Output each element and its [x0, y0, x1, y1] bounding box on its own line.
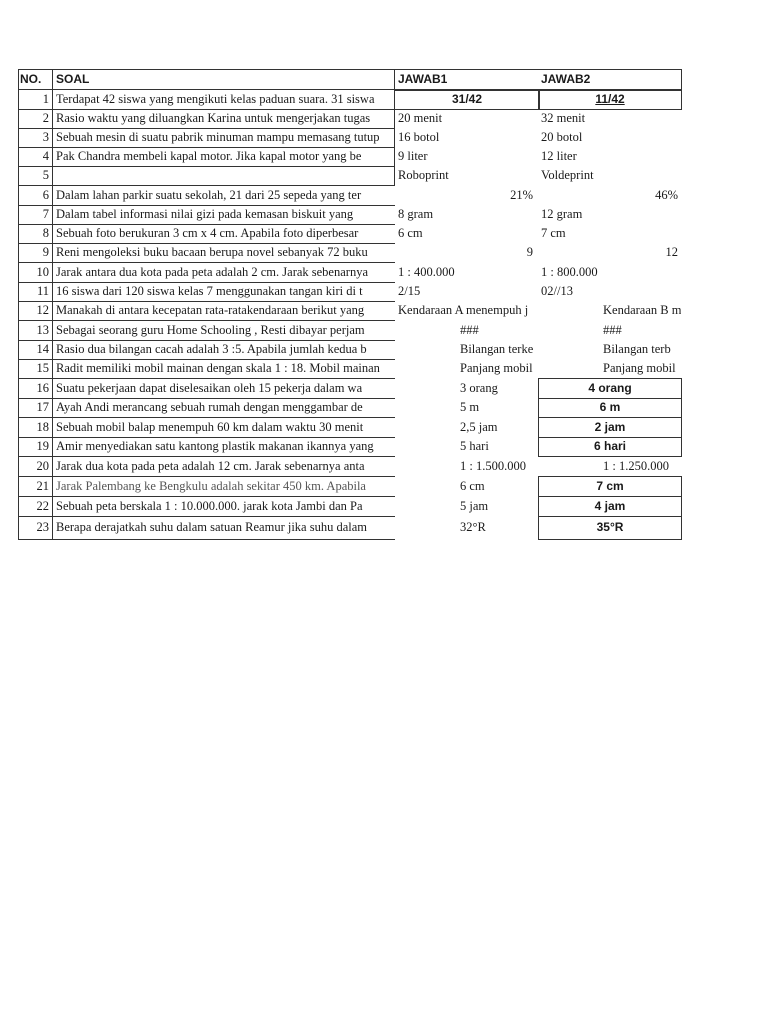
row-number: 8: [42, 226, 49, 240]
question-text: 16 siswa dari 120 siswa kelas 7 menggunakan tangan kiri di t: [56, 284, 363, 298]
answer-2: 1 : 800.000: [541, 265, 598, 279]
row-separator: [18, 496, 395, 497]
row-separator: [18, 398, 395, 399]
question-text: Dalam lahan parkir suatu sekolah, 21 dari 25 sepeda yang ter: [56, 188, 362, 202]
row-number: 20: [36, 459, 49, 473]
row-separator: [18, 301, 395, 302]
answer-1: 1 : 1.500.000: [460, 459, 526, 473]
row-separator: [18, 516, 395, 517]
header-no: NO.: [20, 72, 42, 86]
row-number: 2: [42, 111, 49, 125]
answer-2: Kendaraan B m: [603, 303, 681, 317]
answer-2: 7 cm: [596, 479, 624, 493]
row-number: 6: [42, 188, 49, 202]
answer-2: 12 liter: [541, 149, 577, 163]
answer-1: Kendaraan A menempuh j: [398, 303, 529, 317]
grid-line-top: [18, 69, 682, 70]
answer-1: 5 jam: [460, 499, 489, 513]
row-separator: [18, 128, 395, 129]
question-text: Amir menyediakan satu kantong plastik makanan ikannya yang: [56, 439, 374, 453]
row-separator: [18, 262, 395, 263]
answer-2-box: [538, 437, 682, 457]
row-number: 12: [36, 303, 49, 317]
answer-1: 16 botol: [398, 130, 440, 144]
answer-2: 4 jam: [594, 499, 626, 513]
question-text: Dalam tabel informasi nilai gizi pada kemasan biskuit yang: [56, 207, 354, 221]
question-text: Rasio dua bilangan cacah adalah 3 :5. Apabila jumlah kedua b: [56, 342, 367, 356]
row-number: 7: [42, 207, 49, 221]
row-number: 11: [36, 284, 49, 298]
answer-1: 31/42: [451, 92, 483, 106]
question-text: Sebuah mesin di suatu pabrik minuman mampu memasang tutup: [56, 130, 380, 144]
row-separator: [18, 205, 395, 206]
row-separator: [18, 243, 395, 244]
row-number: 10: [36, 265, 49, 279]
row-number: 18: [36, 420, 49, 434]
question-text: Sebagai seorang guru Home Schooling , Resti dibayar perjam: [56, 323, 365, 337]
question-text: Pak Chandra membeli kapal motor. Jika kapal motor yang be: [56, 149, 362, 163]
row-number: 16: [36, 381, 49, 395]
grid-line-left: [18, 69, 19, 539]
answer-2: 7 cm: [541, 226, 566, 240]
question-text: Jarak dua kota pada peta adalah 12 cm. Jarak sebenarnya anta: [56, 459, 365, 473]
question-text: Jarak Palembang ke Bengkulu adalah sekitar 450 km. Apabila: [56, 479, 366, 493]
answer-1-box: [394, 90, 540, 110]
answer-2: ###: [603, 323, 622, 337]
question-text: [54, 166, 394, 185]
answer-1: 3 orang: [460, 381, 498, 395]
row-separator: [18, 437, 395, 438]
answer-2: 6 m: [599, 400, 621, 414]
answer-2: Bilangan terb: [603, 342, 671, 356]
grid-line-bottom: [18, 539, 395, 540]
answer-2: 6 hari: [593, 439, 626, 453]
row-separator: [18, 359, 395, 360]
answer-2: 12: [665, 245, 678, 259]
row-number: 14: [36, 342, 49, 356]
row-separator: [18, 185, 395, 186]
question-text: Radit memiliki mobil mainan dengan skala 1 : 18. Mobil mainan: [56, 361, 380, 375]
row-separator: [18, 417, 395, 418]
answer-1: 6 cm: [460, 479, 485, 493]
grid-line-soal-upper: [394, 69, 395, 185]
row-separator: [18, 166, 395, 167]
answer-2: 1 : 1.250.000: [603, 459, 669, 473]
row-number: 22: [36, 499, 49, 513]
row-number: 15: [36, 361, 49, 375]
answer-2: Voldeprint: [541, 168, 594, 182]
row-separator: [18, 320, 395, 321]
row-separator: [18, 282, 395, 283]
row-separator: [18, 224, 395, 225]
question-text: Suatu pekerjaan dapat diselesaikan oleh 15 pekerja dalam wa: [56, 381, 363, 395]
answer-2-box: [538, 417, 682, 438]
answer-2: 46%: [655, 188, 678, 202]
grid-line-no: [52, 69, 53, 539]
row-separator: [18, 476, 395, 477]
question-text: Jarak antara dua kota pada peta adalah 2 cm. Jarak sebenarnya: [56, 265, 368, 279]
answer-2: 32 menit: [541, 111, 586, 125]
row-separator: [18, 109, 395, 110]
row-number: 3: [42, 130, 49, 144]
answer-2-box: [538, 398, 682, 418]
answer-2: 4 orang: [588, 381, 632, 395]
header-jawab1: JAWAB1: [398, 72, 448, 86]
question-text: Sebuah peta berskala 1 : 10.000.000. jarak kota Jambi dan Pa: [56, 499, 363, 513]
answer-1: Roboprint: [398, 168, 449, 182]
answer-1: 32°R: [460, 520, 486, 534]
answer-1: 21%: [510, 188, 533, 202]
answer-1: Panjang mobil: [460, 361, 533, 375]
answer-2-box: [538, 516, 682, 540]
question-text: Reni mengoleksi buku bacaan berupa novel sebanyak 72 buku: [56, 245, 368, 259]
answer-1: 1 : 400.000: [398, 265, 455, 279]
answer-2-box: [538, 378, 682, 399]
row-separator: [18, 340, 395, 341]
answer-1: 8 gram: [398, 207, 434, 221]
row-separator: [18, 147, 395, 148]
answer-2: 02//13: [541, 284, 573, 298]
row-number: 1: [42, 92, 49, 106]
grid-line-right-header: [681, 69, 682, 89]
answer-2: 20 botol: [541, 130, 583, 144]
row-number: 5: [42, 168, 49, 182]
question-text: Sebuah foto berukuran 3 cm x 4 cm. Apabila foto diperbesar: [56, 226, 359, 240]
row-number: 9: [42, 245, 49, 259]
answer-1: 2/15: [398, 284, 421, 298]
spreadsheet-table: [18, 69, 682, 540]
answer-2: 12 gram: [541, 207, 583, 221]
question-text: Sebuah mobil balap menempuh 60 km dalam waktu 30 menit: [56, 420, 364, 434]
answer-1: 5 m: [460, 400, 480, 414]
answer-1: 9 liter: [398, 149, 428, 163]
row-number: 21: [36, 479, 49, 493]
answer-2: 2 jam: [594, 420, 626, 434]
question-text: Terdapat 42 siswa yang mengikuti kelas paduan suara. 31 siswa: [56, 92, 375, 106]
question-text: Rasio waktu yang diluangkan Karina untuk mengerjakan tugas: [56, 111, 371, 125]
row-number: 17: [36, 400, 49, 414]
answer-1: 9: [526, 245, 533, 259]
header-jawab2: JAWAB2: [541, 72, 591, 86]
header-soal: SOAL: [56, 72, 90, 86]
grid-line-right-row1: [681, 89, 682, 109]
answer-1: 2,5 jam: [460, 420, 498, 434]
answer-2-box: [538, 496, 682, 517]
row-number: 4: [42, 149, 49, 163]
answer-2: 11/42: [595, 92, 625, 106]
question-text: Ayah Andi merancang sebuah rumah dengan menggambar de: [56, 400, 363, 414]
row-separator: [18, 456, 395, 457]
answer-1: 5 hari: [460, 439, 489, 453]
answer-2-box: [538, 476, 682, 497]
row-number: 19: [36, 439, 49, 453]
answer-2: 35°R: [596, 520, 624, 534]
row-number: 13: [36, 323, 49, 337]
answer-1: 6 cm: [398, 226, 423, 240]
answer-1: Bilangan terke: [460, 342, 534, 356]
answer-1: 20 menit: [398, 111, 443, 125]
row-separator: [18, 378, 395, 379]
answer-2-box: [538, 90, 682, 110]
question-text: Manakah di antara kecepatan rata-ratakendaraan berikut yang: [56, 303, 365, 317]
answer-1: ###: [460, 323, 479, 337]
question-text: Berapa derajatkah suhu dalam satuan Reamur jika suhu dalam: [56, 520, 368, 534]
answer-2: Panjang mobil: [603, 361, 676, 375]
row-number: 23: [36, 520, 49, 534]
